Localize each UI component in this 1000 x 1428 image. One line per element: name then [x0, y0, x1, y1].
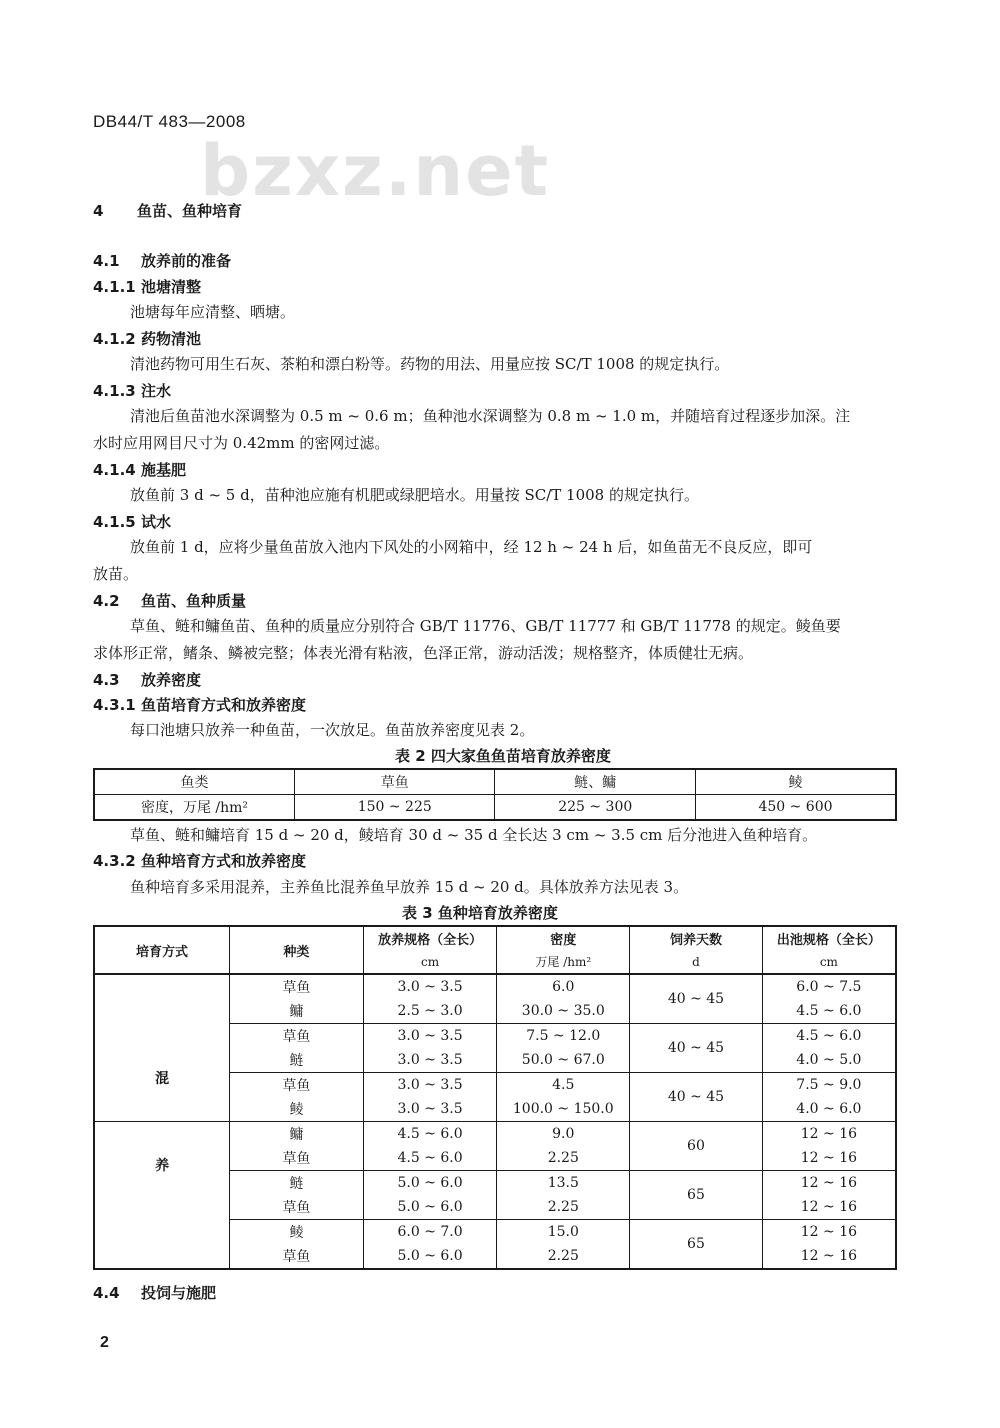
header-method: 培育方式	[94, 926, 230, 974]
paragraph-4-1-1: 池塘每年应清整、晒塘。	[130, 303, 296, 321]
table-cell: 7.5 ~ 9.0	[762, 1073, 896, 1098]
table-cell: 3.0 ~ 3.5	[363, 1024, 497, 1049]
table-cell: 65	[630, 1220, 763, 1270]
table-cell: 4.0 ~ 6.0	[762, 1097, 896, 1122]
table-cell: 4.5 ~ 6.0	[363, 1122, 497, 1147]
table-header-cell: 鲮	[695, 769, 896, 795]
table-cell: 草鱼	[230, 1195, 364, 1220]
table-cell: 13.5	[497, 1171, 630, 1196]
table-cell: 2.25	[497, 1146, 630, 1171]
section-4-1-3-heading: 4.1.3 注水	[93, 382, 172, 400]
section-4-heading: 4 鱼苗、鱼种培育	[93, 202, 243, 220]
table-cell: 5.0 ~ 6.0	[363, 1195, 497, 1220]
table-cell: 5.0 ~ 6.0	[363, 1171, 497, 1196]
paragraph-4-3-1-note: 草鱼、鲢和鳙培育 15 d ~ 20 d，鲮培育 30 d ~ 35 d 全长达 3 cm ~ 3.5 cm 后分池进入鱼种培育。	[130, 826, 818, 844]
section-4-3-heading: 4.3 放养密度	[93, 671, 202, 689]
table-row	[94, 769, 896, 795]
paragraph-4-1-5-line-2: 放苗。	[93, 565, 139, 583]
table-cell: 草鱼	[230, 1073, 364, 1098]
table-header-row	[94, 926, 896, 950]
table-cell: 7.5 ~ 12.0	[497, 1024, 630, 1049]
watermark: bzxz.net	[200, 130, 551, 212]
table-cell: 12 ~ 16	[762, 1244, 896, 1269]
header-stock-size: 放养规格（全长）	[363, 926, 497, 950]
table-cell: 12 ~ 16	[762, 1195, 896, 1220]
table-cell: 225 ~ 300	[495, 795, 695, 821]
paragraph-4-3-1: 每口池塘只放养一种鱼苗，一次放足。鱼苗放养密度见表 2。	[130, 721, 535, 739]
table-cell: 50.0 ~ 67.0	[497, 1048, 630, 1073]
header-density-unit: 万尾 /hm²	[497, 950, 630, 974]
table-row	[94, 1122, 896, 1147]
table-cell: 2.25	[497, 1195, 630, 1220]
paragraph-4-2-line-1: 草鱼、鲢和鳙鱼苗、鱼种的质量应分别符合 GB/T 11776、GB/T 11777 和 GB/T 11778 的规定。鲮鱼要	[130, 617, 841, 635]
table-cell: 鲢	[230, 1048, 364, 1073]
table-cell: 4.5 ~ 6.0	[762, 999, 896, 1024]
table-cell: 草鱼	[230, 1244, 364, 1269]
table-cell: 15.0	[497, 1220, 630, 1245]
header-days-unit: d	[630, 950, 763, 974]
table-cell: 450 ~ 600	[695, 795, 896, 821]
table-cell: 3.0 ~ 3.5	[363, 1048, 497, 1073]
table-cell: 9.0	[497, 1122, 630, 1147]
table-3-caption: 表 3 鱼种培育放养密度	[402, 904, 558, 922]
header-out-size: 出池规格（全长）	[762, 926, 896, 950]
table-cell: 鲮	[230, 1097, 364, 1122]
paragraph-4-1-2: 清池药物可用生石灰、茶粕和漂白粉等。药物的用法、用量应按 SC/T 1008 的规定执行。	[130, 355, 730, 373]
table-cell: 100.0 ~ 150.0	[497, 1097, 630, 1122]
section-4-2-heading: 4.2 鱼苗、鱼种质量	[93, 592, 247, 610]
document-id: DB44/T 483—2008	[93, 112, 246, 131]
section-4-1-heading: 4.1 放养前的准备	[93, 252, 232, 270]
table-cell: 3.0 ~ 3.5	[363, 974, 497, 999]
table-cell: 2.25	[497, 1244, 630, 1269]
paragraph-4-1-5-line-1: 放鱼前 1 d，应将少量鱼苗放入池内下风处的小网箱中，经 12 h ~ 24 h 后，如鱼苗无不良反应，即可	[130, 538, 813, 556]
table-cell: 30.0 ~ 35.0	[497, 999, 630, 1024]
section-4-1-1-heading: 4.1.1 池塘清整	[93, 278, 202, 296]
table-cell: 40 ~ 45	[630, 974, 763, 1024]
section-4-1-5-heading: 4.1.5 试水	[93, 513, 172, 531]
section-4-3-1-heading: 4.3.1 鱼苗培育方式和放养密度	[93, 696, 307, 714]
table-row	[94, 795, 896, 821]
paragraph-4-2-line-2: 求体形正常，鳍条、鳞被完整；体表光滑有粘液，色泽正常，游动活泼；规格整齐，体质健壮无病。	[93, 644, 754, 662]
table-cell: 草鱼	[230, 1024, 364, 1049]
paragraph-4-1-3-line-1: 清池后鱼苗池水深调整为 0.5 m ~ 0.6 m；鱼种池水深调整为 0.8 m ~ 1.0 m，并随培育过程逐步加深。注	[130, 407, 851, 425]
table-cell: 150 ~ 225	[295, 795, 495, 821]
table-header-cell: 草鱼	[295, 769, 495, 795]
header-species: 种类	[230, 926, 364, 974]
table-cell: 40 ~ 45	[630, 1073, 763, 1122]
table-2	[93, 768, 897, 821]
table-cell: 鲢	[230, 1171, 364, 1196]
section-4-4-heading: 4.4 投饲与施肥	[93, 1284, 217, 1302]
table-header-cell: 鲢、鳙	[495, 769, 695, 795]
table-2-caption: 表 2 四大家鱼鱼苗培育放养密度	[395, 747, 611, 765]
table-cell: 12 ~ 16	[762, 1171, 896, 1196]
table-cell: 6.0 ~ 7.5	[762, 974, 896, 999]
table-cell: 2.5 ~ 3.0	[363, 999, 497, 1024]
paragraph-4-3-2: 鱼种培育多采用混养，主养鱼比混养鱼早放养 15 d ~ 20 d。具体放养方法见表 3。	[130, 878, 689, 896]
method-cell-bottom: 养	[94, 1122, 230, 1270]
table-cell: 6.0	[497, 974, 630, 999]
table-cell: 密度，万尾 /hm²	[94, 795, 295, 821]
paragraph-4-1-4: 放鱼前 3 d ~ 5 d，苗种池应施有机肥或绿肥培水。用量按 SC/T 1008 的规定执行。	[130, 486, 699, 504]
table-cell: 6.0 ~ 7.0	[363, 1220, 497, 1245]
table-cell: 12 ~ 16	[762, 1122, 896, 1147]
table-cell: 草鱼	[230, 1146, 364, 1171]
table-cell: 4.5	[497, 1073, 630, 1098]
method-cell-top: 混	[94, 974, 230, 1122]
table-header-cell: 鱼类	[94, 769, 295, 795]
table-cell: 12 ~ 16	[762, 1146, 896, 1171]
paragraph-4-1-3-line-2: 水时应用网目尺寸为 0.42mm 的密网过滤。	[93, 434, 390, 452]
table-row	[94, 974, 896, 999]
table-cell: 4.5 ~ 6.0	[762, 1024, 896, 1049]
header-density: 密度	[497, 926, 630, 950]
header-days: 饲养天数	[630, 926, 763, 950]
table-cell: 鳙	[230, 999, 364, 1024]
table-cell: 3.0 ~ 3.5	[363, 1073, 497, 1098]
header-stock-size-unit: cm	[363, 950, 497, 974]
table-cell: 4.0 ~ 5.0	[762, 1048, 896, 1073]
table-cell: 40 ~ 45	[630, 1024, 763, 1073]
table-cell: 60	[630, 1122, 763, 1171]
section-4-3-2-heading: 4.3.2 鱼种培育方式和放养密度	[93, 852, 307, 870]
table-cell: 5.0 ~ 6.0	[363, 1244, 497, 1269]
table-3	[93, 925, 897, 1270]
page-number: 2	[100, 1334, 109, 1351]
table-cell: 4.5 ~ 6.0	[363, 1146, 497, 1171]
table-cell: 65	[630, 1171, 763, 1220]
table-cell: 12 ~ 16	[762, 1220, 896, 1245]
table-cell: 3.0 ~ 3.5	[363, 1097, 497, 1122]
header-out-size-unit: cm	[762, 950, 896, 974]
table-cell: 鲮	[230, 1220, 364, 1245]
section-4-1-2-heading: 4.1.2 药物清池	[93, 330, 202, 348]
section-4-1-4-heading: 4.1.4 施基肥	[93, 461, 187, 479]
table-cell: 草鱼	[230, 974, 364, 999]
table-cell: 鳙	[230, 1122, 364, 1147]
